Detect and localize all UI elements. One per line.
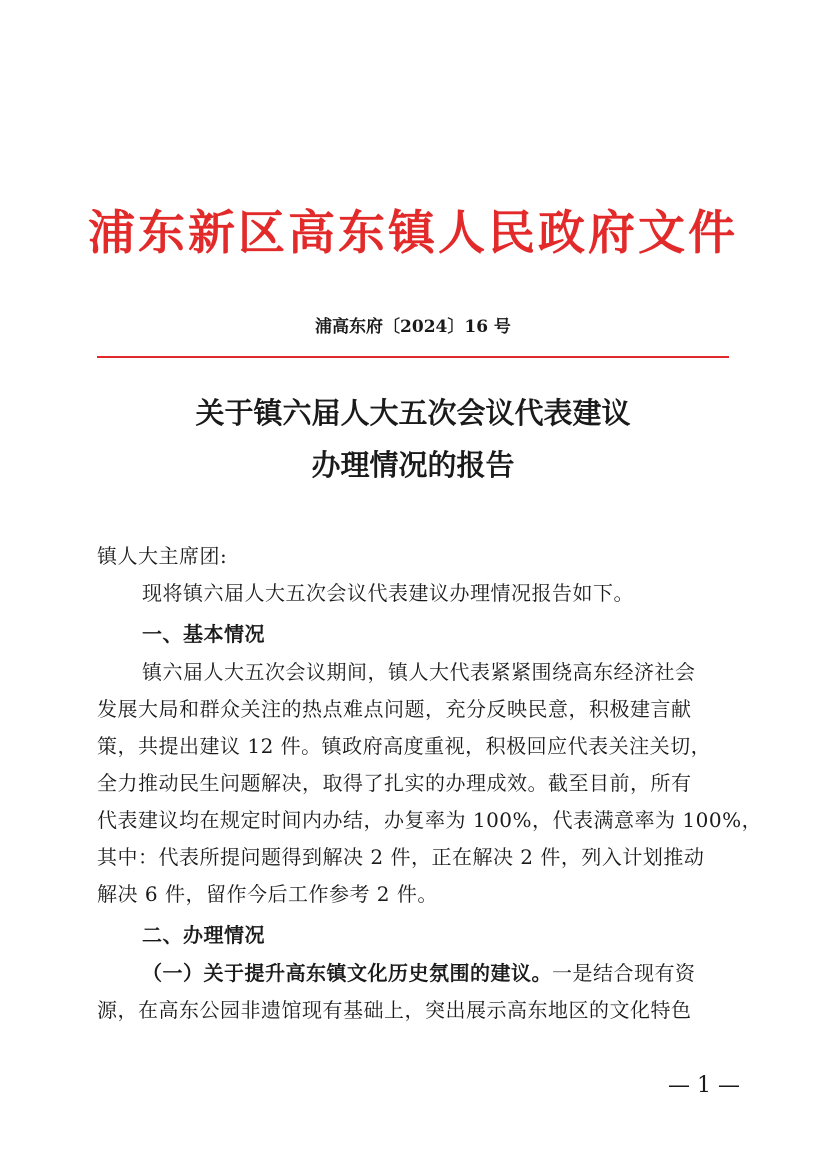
subsection1-title: （一）关于提升高东镇文化历史氛围的建议。 [142,961,552,985]
paragraph-line: 源，在高东公园非遗馆现有基础上，突出展示高东地区的文化特色 [97,998,692,1022]
paragraph-line: 代表建议均在规定时间内办结，办复率为 100%，代表满意率为 100%， [97,808,763,832]
page-number: — 1 — [668,1073,740,1098]
report-title-line1: 关于镇六届人大五次会议代表建议 [195,396,631,430]
subsection1-text: 一是结合现有资 [552,961,696,985]
section2-heading: 二、办理情况 [142,923,265,947]
paragraph-line: 策，共提出建议 12 件。镇政府高度重视，积极回应代表关注关切， [97,734,712,758]
report-title-line2: 办理情况的报告 [311,448,515,482]
intro-paragraph: 现将镇六届人大五次会议代表建议办理情况报告如下。 [142,581,634,605]
subsection1-line [142,957,696,986]
salutation: 镇人大主席团: [97,544,228,568]
section1-heading: 一、基本情况 [142,622,265,646]
paragraph-line: 发展大局和群众关注的热点难点问题，充分反映民意，积极建言献 [97,697,692,721]
document-number: 浦高东府〔2024〕16 号 [315,317,511,337]
paragraph-line: 镇六届人大五次会议期间，镇人大代表紧紧围绕高东经济社会 [142,660,696,684]
paragraph-line: 其中：代表所提问题得到解决 2 件，正在解决 2 件，列入计划推动 [97,845,705,869]
masthead-title: 浦东新区高东镇人民政府文件 [88,206,738,261]
paragraph-line: 解决 6 件，留作今后工作参考 2 件。 [97,882,438,906]
paragraph-line: 全力推动民生问题解决，取得了扎实的办理成效。截至目前，所有 [97,771,692,795]
red-divider [97,356,729,358]
